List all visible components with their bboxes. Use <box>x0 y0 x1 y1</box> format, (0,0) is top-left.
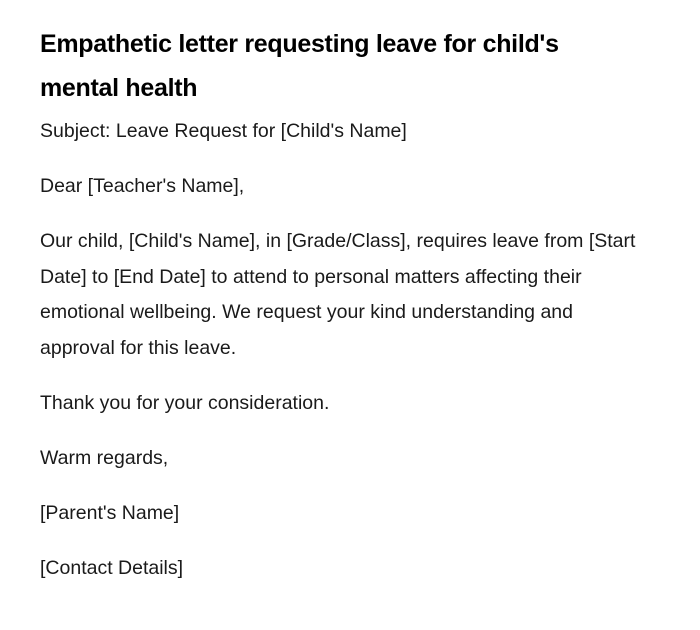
signature-contact: [Contact Details] <box>40 556 184 579</box>
page-title: Empathetic letter requesting leave for child's mental health <box>40 30 559 102</box>
letter-subject: Subject: Leave Request for [Child's Name] <box>40 120 407 142</box>
letter-body-paragraph: Our child, [Child's Name], in [Grade/Class], requires leave from [Start Date] to [End Date] to attend to personal matters affecting their emotional wellbeing. We request your kind understanding and approval for this leave. <box>40 230 636 359</box>
letter-closing: Warm regards, <box>40 446 169 469</box>
signature-name: [Parent's Name] <box>40 501 180 524</box>
letter-salutation: Dear [Teacher's Name], <box>40 175 245 197</box>
letter-content <box>40 114 650 586</box>
letter-thanks: Thank you for your consideration. <box>40 391 330 414</box>
